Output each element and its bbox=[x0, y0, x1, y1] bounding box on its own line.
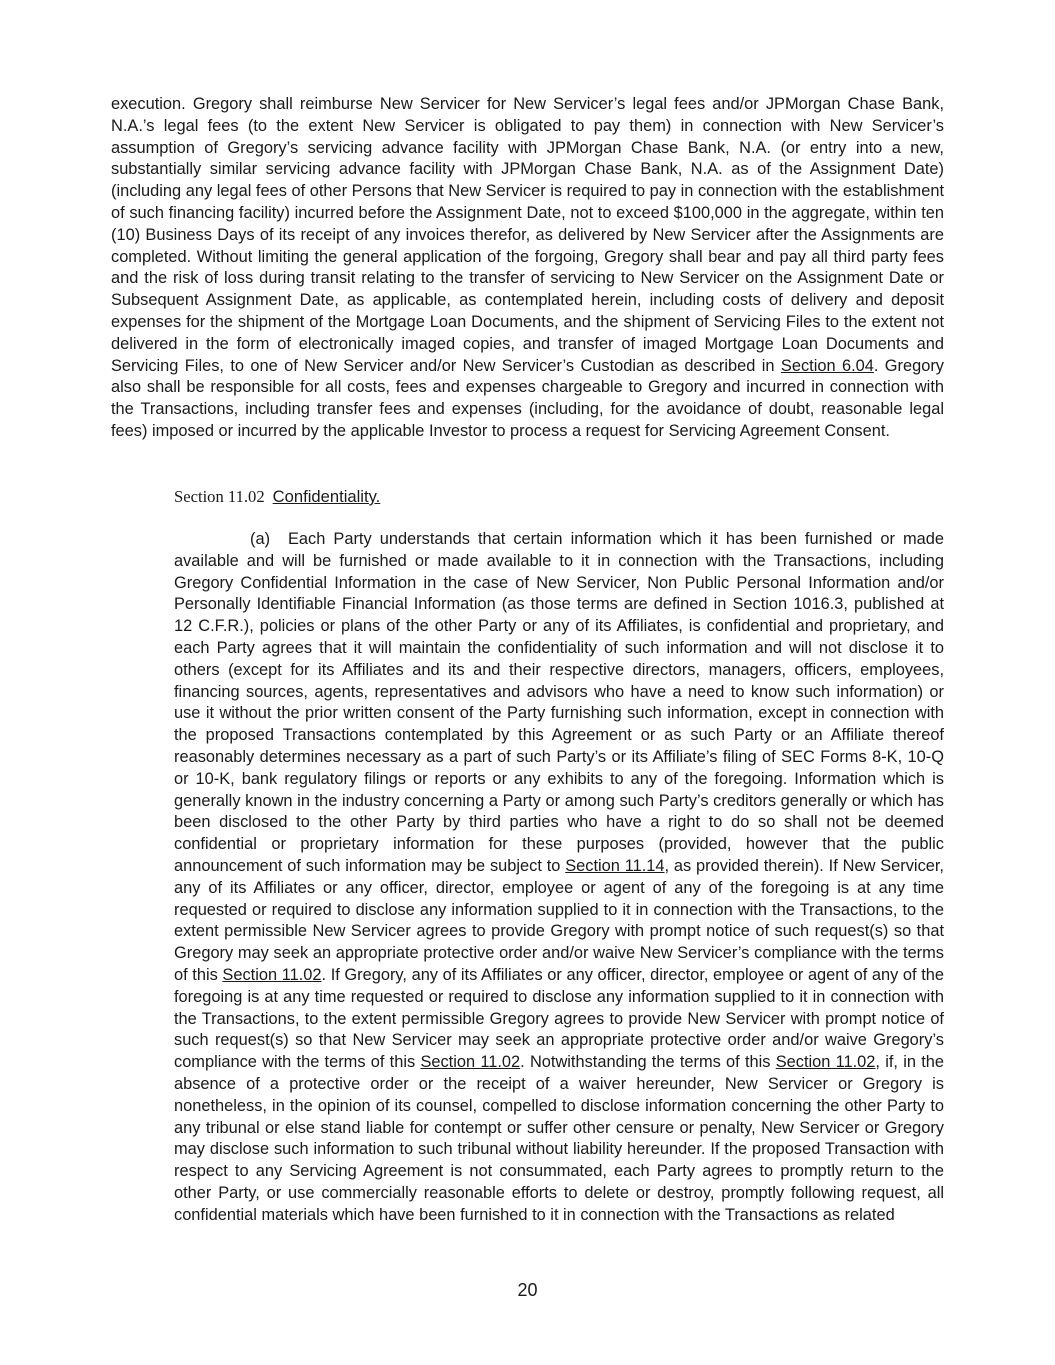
paragraph-text: , as provided therein). If New Servicer, any of its Affiliates or any officer, director, employee or agent of any of the foregoing is at any time requested or required to disclose any information supplied to it in connection with the Transactions, to the extent permissible New Servicer agrees to provide Gregory with prompt notice of such request(s) so that Gregory may seek an appropriate protective order and/or waive New Servicer’s compliance with the terms of this bbox=[174, 856, 944, 984]
section-reference-11-14[interactable]: Section 11.14 bbox=[565, 856, 665, 875]
paragraph-text: . If Gregory, any of its Affiliates or any officer, director, employee or agent of any of the foregoing is at any time requested or required to disclose any information supplied to it in connection with the Transactions, to the extent permissible Gregory agrees to provide New Servicer with prompt notice of such request(s) so that New Servicer may seek an appropriate protective order and/or waive Gregory’s compliance with the terms of this bbox=[174, 965, 944, 1072]
subsection-label: (a) bbox=[250, 530, 271, 548]
page-number: 20 bbox=[517, 1280, 538, 1300]
section-reference-11-02[interactable]: Section 11.02 bbox=[420, 1053, 521, 1072]
section-reference-6-04[interactable]: Section 6.04 bbox=[780, 356, 874, 375]
paragraph-reimbursement bbox=[111, 94, 944, 443]
section-heading bbox=[174, 486, 380, 508]
paragraph-text: . Gregory also shall be responsible for all costs, fees and expenses chargeable to Gregory and incurred in connection with the Transactions, including transfer fees and expenses (including, for the avoidance of doubt, reasonable legal fees) imposed or incurred by the applicable Investor to process a request for Servicing Agreement Consent. bbox=[111, 356, 944, 440]
paragraph-text: , if, in the absence of a protective order or the receipt of a waiver hereunder, New Servicer or Gregory is nonetheless, in the opinion of its counsel, compelled to disclose information concerning the other Party to any tribunal or else stand liable for contempt or suffer other censure or penalty, New Servicer or Gregory may disclose such information to such tribunal without liability hereunder. If the proposed Transaction with respect to any Servicing Agreement is not consummated, each Party agrees to promptly return to the other Party, or use commercially reasonable efforts to delete or destroy, promptly following request, all confidential materials which have been furnished to it in connection with the Transactions as related bbox=[174, 1053, 944, 1224]
paragraph-text: Each Party understands that certain information which it has been furnished or made available and will be furnished or made available to it in connection with the Transactions, including Gregory Confidential Information in the case of New Servicer, Non Public Personal Information and/or Personally Identifiable Financial Information (as those terms are defined in Section 1016.3, published at 12 C.F.R.), policies or plans of the other Party or any of its Affiliates, is confidential and proprietary, and each Party agrees that it will maintain the confidentiality of such information and will not disclose it to others (except for its Affiliates and its and their respective directors, managers, officers, employees, financing sources, agents, representatives and advisors who have a need to know such information) or use it without the prior written consent of the Party furnishing such information, except in connection with the proposed Transactions contemplated by this Agreement or as such Party or an Affiliate thereof reasonably determines necessary as a part of such Party’s or its Affiliate’s filing of SEC Forms 8-K, 10-Q or 10-K, bank regulatory filings or reports or any exhibits to any of the foregoing. Information which is generally known in the industry concerning a Party or among such Party’s creditors generally or which has been disclosed to the other Party by third parties who have a right to do so shall not be deemed confidential or proprietary information for these purposes (provided, however that the public announcement of such information may be subject to bbox=[174, 530, 944, 875]
paragraph-text: execution. Gregory shall reimburse New Servicer for New Servicer’s legal fees and/or JPMorgan Chase Bank, N.A.’s legal fees (to the extent New Servicer is obligated to pay them) in connection with New Servicer’s assumption of Gregory’s servicing advance facility with JPMorgan Chase Bank, N.A. (or entry into a new, substantially similar servicing advance facility with JPMorgan Chase Bank, N.A. as of the Assignment Date) (including any legal fees of other Persons that New Servicer is required to pay in connection with the establishment of such financing facility) incurred before the Assignment Date, not to exceed $100,000 in the aggregate, within ten (10) Business Days of its receipt of any invoices therefor, as delivered by New Servicer after the Assignments are completed. Without limiting the general application of the forgoing, Gregory shall bear and pay all third party fees and the risk of loss during transit relating to the transfer of servicing to New Servicer on the Assignment Date or Subsequent Assignment Date, as applicable, as contemplated herein, including costs of delivery and deposit expenses for the shipment of the Mortgage Loan Documents, and the shipment of Servicing Files to the extent not delivered in the form of electronically imaged copies, and transfer of imaged Mortgage Loan Documents and Servicing Files, to one of New Servicer and/or New Servicer’s Custodian as described in bbox=[111, 95, 944, 375]
section-reference-11-02[interactable]: Section 11.02 bbox=[775, 1053, 876, 1072]
section-number: Section 11.02 bbox=[174, 487, 265, 506]
section-reference-11-02[interactable]: Section 11.02 bbox=[222, 965, 322, 984]
paragraph-confidentiality-a bbox=[174, 529, 944, 1227]
section-title: Confidentiality. bbox=[272, 487, 381, 506]
paragraph-text: . Notwithstanding the terms of this bbox=[520, 1053, 776, 1072]
